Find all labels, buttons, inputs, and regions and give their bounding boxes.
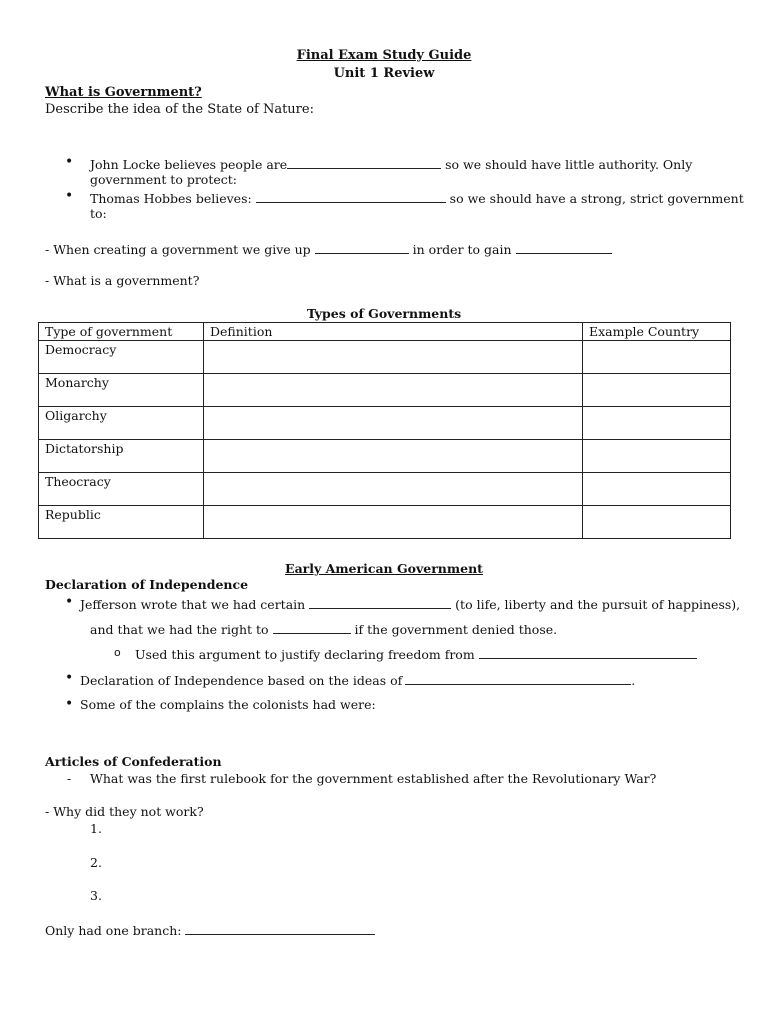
ideas-line: [80, 673, 635, 688]
hobbes-suffix: so we should have a strong, strict government: [449, 191, 744, 206]
hobbes-line: [90, 191, 744, 206]
example-country-cell[interactable]: [583, 440, 731, 473]
row-type: Oligarchy: [39, 407, 204, 440]
hobbes-continuation: to:: [90, 206, 107, 221]
one-branch-line: [45, 923, 375, 938]
example-country-cell[interactable]: [583, 407, 731, 440]
bullet-dot: •: [65, 670, 74, 686]
answer-item-3: 3.: [90, 888, 102, 903]
definition-cell[interactable]: [204, 341, 583, 374]
header-type: Type of government: [39, 323, 204, 341]
table-row: [39, 374, 731, 407]
bullet-dot: •: [65, 594, 74, 610]
rights-blank: [309, 597, 451, 609]
what-is-government-question: - What is a government?: [45, 273, 200, 288]
bullet-dot: •: [65, 154, 74, 170]
definition-cell[interactable]: [204, 473, 583, 506]
hobbes-blank: [256, 191, 446, 203]
bullet-dot: •: [65, 696, 74, 712]
row-type: Republic: [39, 506, 204, 539]
ideas-prefix: Declaration of Independence based on the ideas of: [80, 673, 403, 688]
row-type: Theocracy: [39, 473, 204, 506]
declaration-heading: Declaration of Independence: [45, 577, 249, 592]
row-type: Monarchy: [39, 374, 204, 407]
bullet-dot: •: [65, 188, 74, 204]
articles-heading: Articles of Confederation: [45, 754, 222, 769]
table-row: [39, 440, 731, 473]
locke-continuation: government to protect:: [90, 172, 237, 187]
right-blank: [273, 622, 351, 634]
answer-item-1: 1.: [90, 821, 102, 836]
right-prefix: and that we had the right to: [90, 622, 269, 637]
locke-blank: [287, 157, 441, 169]
definition-cell[interactable]: [204, 440, 583, 473]
dash-marker: -: [67, 771, 72, 786]
state-of-nature-prompt: Describe the idea of the State of Nature:: [45, 102, 314, 117]
ideas-suffix: .: [631, 673, 636, 688]
definition-cell[interactable]: [204, 506, 583, 539]
freedom-prefix: Used this argument to justify declaring freedom from: [135, 647, 475, 662]
right-to-line: [90, 622, 557, 637]
what-is-government-heading: What is Government?: [45, 85, 202, 100]
give-up-blank: [315, 242, 409, 254]
document-title: Final Exam Study Guide: [296, 48, 472, 63]
definition-cell[interactable]: [204, 374, 583, 407]
locke-prefix: John Locke believes people are: [90, 157, 288, 172]
table-row: [39, 473, 731, 506]
hobbes-prefix: Thomas Hobbes believes:: [90, 191, 252, 206]
right-suffix: if the government denied those.: [354, 622, 558, 637]
table-row: [39, 341, 731, 374]
freedom-line: [135, 647, 697, 662]
ideas-blank: [405, 673, 631, 685]
table-row: [39, 506, 731, 539]
gain-blank: [516, 242, 612, 254]
give-up-line: [45, 242, 612, 257]
example-country-cell[interactable]: [583, 341, 731, 374]
locke-line: [90, 157, 692, 172]
locke-suffix: so we should have little authority. Only: [445, 157, 693, 172]
jefferson-prefix: Jefferson wrote that we had certain: [80, 597, 306, 612]
header-example-country: Example Country: [583, 323, 731, 341]
branch-prefix: Only had one branch:: [45, 923, 182, 938]
example-country-cell[interactable]: [583, 506, 731, 539]
freedom-blank: [479, 647, 697, 659]
sub-bullet-marker: o: [114, 646, 121, 659]
types-of-government-table: [38, 322, 731, 539]
table-row: [39, 407, 731, 440]
jefferson-suffix: (to life, liberty and the pursuit of happiness),: [455, 597, 741, 612]
row-type: Democracy: [39, 341, 204, 374]
first-rulebook-question: What was the first rulebook for the government established after the Revolutionary War?: [90, 771, 657, 786]
table-header-row: [39, 323, 731, 341]
why-not-work-question: - Why did they not work?: [45, 804, 204, 819]
answer-item-2: 2.: [90, 855, 102, 870]
example-country-cell[interactable]: [583, 473, 731, 506]
branch-blank: [185, 923, 375, 935]
jefferson-line: [80, 597, 740, 612]
header-definition: Definition: [204, 323, 583, 341]
row-type: Dictatorship: [39, 440, 204, 473]
early-american-heading: Early American Government: [285, 561, 483, 576]
definition-cell[interactable]: [204, 407, 583, 440]
complaints-line: Some of the complains the colonists had were:: [80, 697, 376, 712]
types-table-title: Types of Governments: [306, 306, 462, 321]
give-up-mid: in order to gain: [412, 242, 512, 257]
example-country-cell[interactable]: [583, 374, 731, 407]
give-up-prefix: - When creating a government we give up: [45, 242, 311, 257]
document-subtitle: Unit 1 Review: [333, 66, 435, 81]
